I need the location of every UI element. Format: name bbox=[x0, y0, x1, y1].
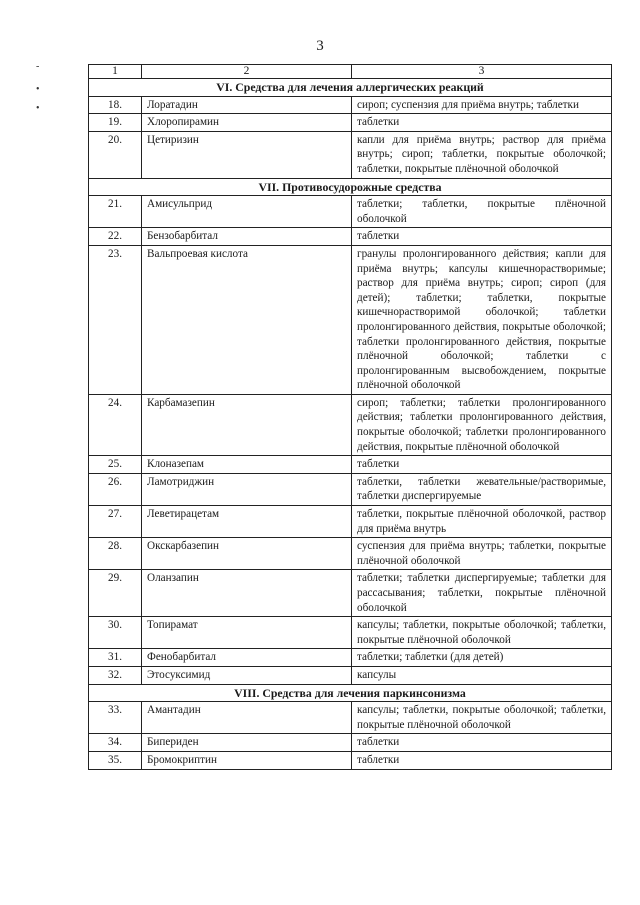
table-row bbox=[89, 473, 612, 505]
drug-name: Окскарбазепин bbox=[142, 538, 352, 570]
table-row bbox=[89, 131, 612, 178]
dosage-forms: суспензия для приёма внутрь; таблетки, покрытые плёночной оболочкой bbox=[352, 538, 612, 570]
section-heading: VII. Противосудорожные средства bbox=[89, 178, 612, 196]
table-row bbox=[89, 734, 612, 752]
row-number: 20. bbox=[89, 131, 142, 178]
section-heading-row bbox=[89, 79, 612, 97]
dosage-forms: капсулы; таблетки, покрытые оболочкой; таблетки, покрытые плёночной оболочкой bbox=[352, 702, 612, 734]
table-body bbox=[89, 65, 612, 770]
drug-name: Бензобарбитал bbox=[142, 228, 352, 246]
table-row bbox=[89, 96, 612, 114]
table-row bbox=[89, 751, 612, 769]
margin-mark: - bbox=[36, 61, 40, 72]
row-number: 23. bbox=[89, 245, 142, 394]
row-number: 32. bbox=[89, 666, 142, 684]
section-heading-row bbox=[89, 178, 612, 196]
dosage-forms: капли для приёма внутрь; раствор для приёма внутрь; сироп; таблетки, покрытые оболочкой; таблетки, покрытые плёночной оболочкой bbox=[352, 131, 612, 178]
column-header-name: 2 bbox=[142, 65, 352, 79]
drug-name: Леветирацетам bbox=[142, 506, 352, 538]
dosage-forms: таблетки, таблетки жевательные/растворимые, таблетки диспергируемые bbox=[352, 473, 612, 505]
table-row bbox=[89, 506, 612, 538]
row-number: 35. bbox=[89, 751, 142, 769]
row-number: 30. bbox=[89, 617, 142, 649]
row-number: 19. bbox=[89, 114, 142, 132]
row-number: 28. bbox=[89, 538, 142, 570]
row-number: 18. bbox=[89, 96, 142, 114]
drug-name: Топирамат bbox=[142, 617, 352, 649]
drug-name: Фенобарбитал bbox=[142, 649, 352, 667]
dosage-forms: сироп; таблетки; таблетки пролонгированного действия; таблетки пролонгированного действия, покрытые оболочкой; таблетки пролонгированного действия, покрытые плёночной оболочкой bbox=[352, 394, 612, 455]
drug-name: Бипериден bbox=[142, 734, 352, 752]
dosage-forms: таблетки bbox=[352, 456, 612, 474]
row-number: 33. bbox=[89, 702, 142, 734]
dosage-forms: сироп; суспензия для приёма внутрь; таблетки bbox=[352, 96, 612, 114]
dosage-forms: таблетки bbox=[352, 751, 612, 769]
margin-mark: • bbox=[36, 103, 40, 114]
dosage-forms: таблетки; таблетки (для детей) bbox=[352, 649, 612, 667]
table-row bbox=[89, 394, 612, 455]
drug-name: Вальпроевая кислота bbox=[142, 245, 352, 394]
margin-mark: • bbox=[36, 84, 40, 95]
row-number: 34. bbox=[89, 734, 142, 752]
row-number: 24. bbox=[89, 394, 142, 455]
drug-name: Карбамазепин bbox=[142, 394, 352, 455]
dosage-forms: гранулы пролонгированного действия; капли для приёма внутрь; капсулы кишечнорастворимые; раствор для приёма внутрь; сироп; сироп (для детей); таблетки; таблетки, покрытые кишечнорастворимой оболочкой; таблетки пролонгированного действия, покрытые оболочкой; таблетки пролонгированного действия, покрытые плёночной оболочкой; таблетки с пролонгированным высвобождением, покрытые плёночной оболочкой bbox=[352, 245, 612, 394]
drug-name: Хлоропирамин bbox=[142, 114, 352, 132]
table-row bbox=[89, 114, 612, 132]
dosage-forms: капсулы; таблетки, покрытые оболочкой; таблетки, покрытые плёночной оболочкой bbox=[352, 617, 612, 649]
row-number: 21. bbox=[89, 196, 142, 228]
drug-name: Оланзапин bbox=[142, 570, 352, 617]
drug-name: Амисульприд bbox=[142, 196, 352, 228]
drug-name: Амантадин bbox=[142, 702, 352, 734]
table-row bbox=[89, 617, 612, 649]
table-row bbox=[89, 538, 612, 570]
dosage-forms: таблетки bbox=[352, 734, 612, 752]
table-row bbox=[89, 570, 612, 617]
table-row bbox=[89, 228, 612, 246]
row-number: 26. bbox=[89, 473, 142, 505]
dosage-forms: капсулы bbox=[352, 666, 612, 684]
dosage-forms: таблетки bbox=[352, 114, 612, 132]
drug-name: Ламотриджин bbox=[142, 473, 352, 505]
drug-name: Клоназепам bbox=[142, 456, 352, 474]
table-row bbox=[89, 666, 612, 684]
table-row bbox=[89, 196, 612, 228]
table-header-row bbox=[89, 65, 612, 79]
row-number: 25. bbox=[89, 456, 142, 474]
section-heading-row bbox=[89, 684, 612, 702]
drug-list-table bbox=[88, 64, 612, 770]
section-heading: VIII. Средства для лечения паркинсонизма bbox=[89, 684, 612, 702]
table-row bbox=[89, 456, 612, 474]
table-row bbox=[89, 649, 612, 667]
dosage-forms: таблетки bbox=[352, 228, 612, 246]
table-row bbox=[89, 245, 612, 394]
section-heading: VI. Средства для лечения аллергических реакций bbox=[89, 79, 612, 97]
table-row bbox=[89, 702, 612, 734]
page-number: 3 bbox=[316, 38, 324, 54]
dosage-forms: таблетки; таблетки, покрытые плёночной оболочкой bbox=[352, 196, 612, 228]
dosage-forms: таблетки, покрытые плёночной оболочкой, раствор для приёма внутрь bbox=[352, 506, 612, 538]
drug-name: Цетиризин bbox=[142, 131, 352, 178]
row-number: 27. bbox=[89, 506, 142, 538]
row-number: 31. bbox=[89, 649, 142, 667]
drug-name: Лоратадин bbox=[142, 96, 352, 114]
column-header-number: 1 bbox=[89, 65, 142, 79]
dosage-forms: таблетки; таблетки диспергируемые; таблетки для рассасывания; таблетки, покрытые плёночной оболочкой bbox=[352, 570, 612, 617]
row-number: 22. bbox=[89, 228, 142, 246]
drug-name: Бромокриптин bbox=[142, 751, 352, 769]
row-number: 29. bbox=[89, 570, 142, 617]
column-header-forms: 3 bbox=[352, 65, 612, 79]
drug-name: Этосуксимид bbox=[142, 666, 352, 684]
